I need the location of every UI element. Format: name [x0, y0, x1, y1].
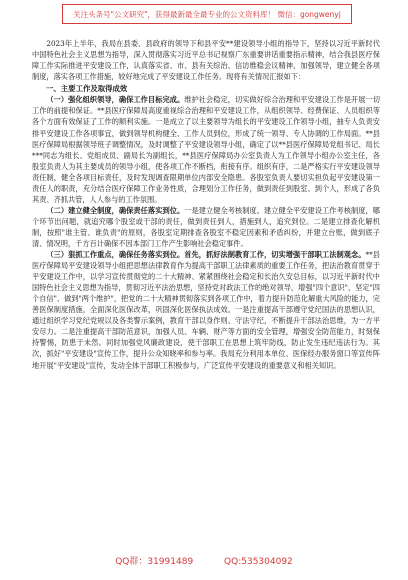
paragraph-key-tasks — [32, 249, 380, 371]
contact-footer — [0, 554, 408, 567]
promo-banner — [62, 4, 352, 24]
paragraph-body: 一是建立健全考核制度。建立健全平安建设工作考核制度，哪个环节出问题，就追究哪个股室或干部的责任，做到责任到人，措施到人，追究到位。二是建立排查化解机制，按照"谁主管、谁负责"的原则，各股室定期排查各股室不稳定因素和矛盾纠纷，并建立台账，做到底子清、情况明，千方百计确保不因本部门工作产生影响社会稳定事件。 — [32, 205, 380, 248]
intro-paragraph: 2023年上半年，我局在县委、县政府的领导下和县平安**建设领导小组的指导下，坚持以习近平新时代中国特色社会主义思想为指导，深入贯彻落实习近平总书记视察广东重要讲话重要指示精神，结合我县医疗保障工作实际推进平安建设工作，认真落实省、市、县有关综治、信访维稳会议精神，加强领导，建立健全各项制度，落实各项工作措施，较好地完成了平安建设工作任务。现将有关情况汇报如下： — [32, 39, 380, 82]
promo-banner-text: 关注头条号"公文研究"，获得最新最全最专业的公文资料库！ 微信：gongwenyj — [73, 9, 341, 19]
section-heading: 一、主要工作及取得成效 — [46, 84, 128, 94]
paragraph-system — [32, 205, 380, 249]
paragraph-organization — [32, 94, 380, 204]
qq-group-text: QQ群：31991489 — [115, 557, 194, 567]
paragraph-lead: （三）狠抓工作重点，确保任务落实到位。首先，抓好法制教育工作，切实增强干部职工法制观念。 — [46, 250, 366, 260]
paragraph-body: **县医疗保障局平安建设领导小组把思想法律教育作为提高干部职工法律素质的重要工作任务，把法治教育贯穿于平安建设工作中，以学习宣传贯彻党的二十大精神、紧紧围绕社会稳定和长治久安总目标，以习近平新时代中国特色社会主义思想为指导，贯彻习近平法治思想，坚持党对政法工作的绝对领导，增强"四个意识"、坚定"四个自信"、做到"两个维护"，把党的二十大精神贯彻落实到各项工作中，着力提升防范化解重大风险的能力，完善医保制度措施，全面深化医保改革，巩固深化医保执法成效。一是注重提高干部遵守党纪国法的思想认识，通过组织学习党纪党规以及各类警示案例，教育干部以身作则、守法守纪，不断提升干部法治思维，为一方平安尽力。二是注重提高干部防范意识，加强人员、车辆、财产等方面的安全管理，增强安全防范能力，时刻保持警惕，防患于未然。同时加强党风廉政建设，使干部职工在思想上筑牢防线，防止发生违纪违法行为。其次，抓好"平安建设"宣传工作，提升公众知晓率和参与率。我局充分利用本单位、医保经办服务窗口等宣传阵地开展"平安建设"宣传，发动全体干部职工积极参与，广泛宣传平安建设的重要意义和相关知识。 — [32, 250, 380, 370]
paragraph-lead: （一）强化组织领导，确保工作目标完成。 — [46, 95, 185, 105]
paragraph-body: 维护社会稳定，切实做好综合治理和平安建设工作是开展一切工作的前提和保证。**县医疗保障局高度重视综合治理和平安建设工作，从组织领导、经费保证、人员组织等各个方面有效保证了工作的顺利实施。一是成立了以主要领导为组长的平安建设工作领导小组，抽专人负责安排平安建设工作各项事宜，做到领导机构健全、工作人员到位，形成了统一领导、专人协调的工作局面。**县医疗保障局根据领导班子调整情况，及时调整了平安建设领导小组，确定了以**县医疗保障局党组书记、局长***同志为组长、党组成员、副局长为副组长，**县医疗保障局办公室负责人为工作领导小组办公室主任，各股室负责人为其主要成员的领导小组，使各项工作不断档，衔接有序。组织有序，二是严格实行平安建设领导责任制，健全各项目标责任，及时发现调查限期单位内部安全隐患。各股室负责人要切实担负起平安建设第一责任人的职责，充分结合医疗保障工作业务性质，合理划分工作任务，做到责任到股室、到个人，形成了各负其责、齐抓共管，人人参与的工作氛围。 — [32, 95, 380, 204]
paragraph-lead: （二）建立健全制度，确保责任落实到位。 — [46, 205, 185, 215]
qq-contact-text: QQ:535304092 — [224, 557, 293, 567]
document-body — [32, 38, 380, 371]
